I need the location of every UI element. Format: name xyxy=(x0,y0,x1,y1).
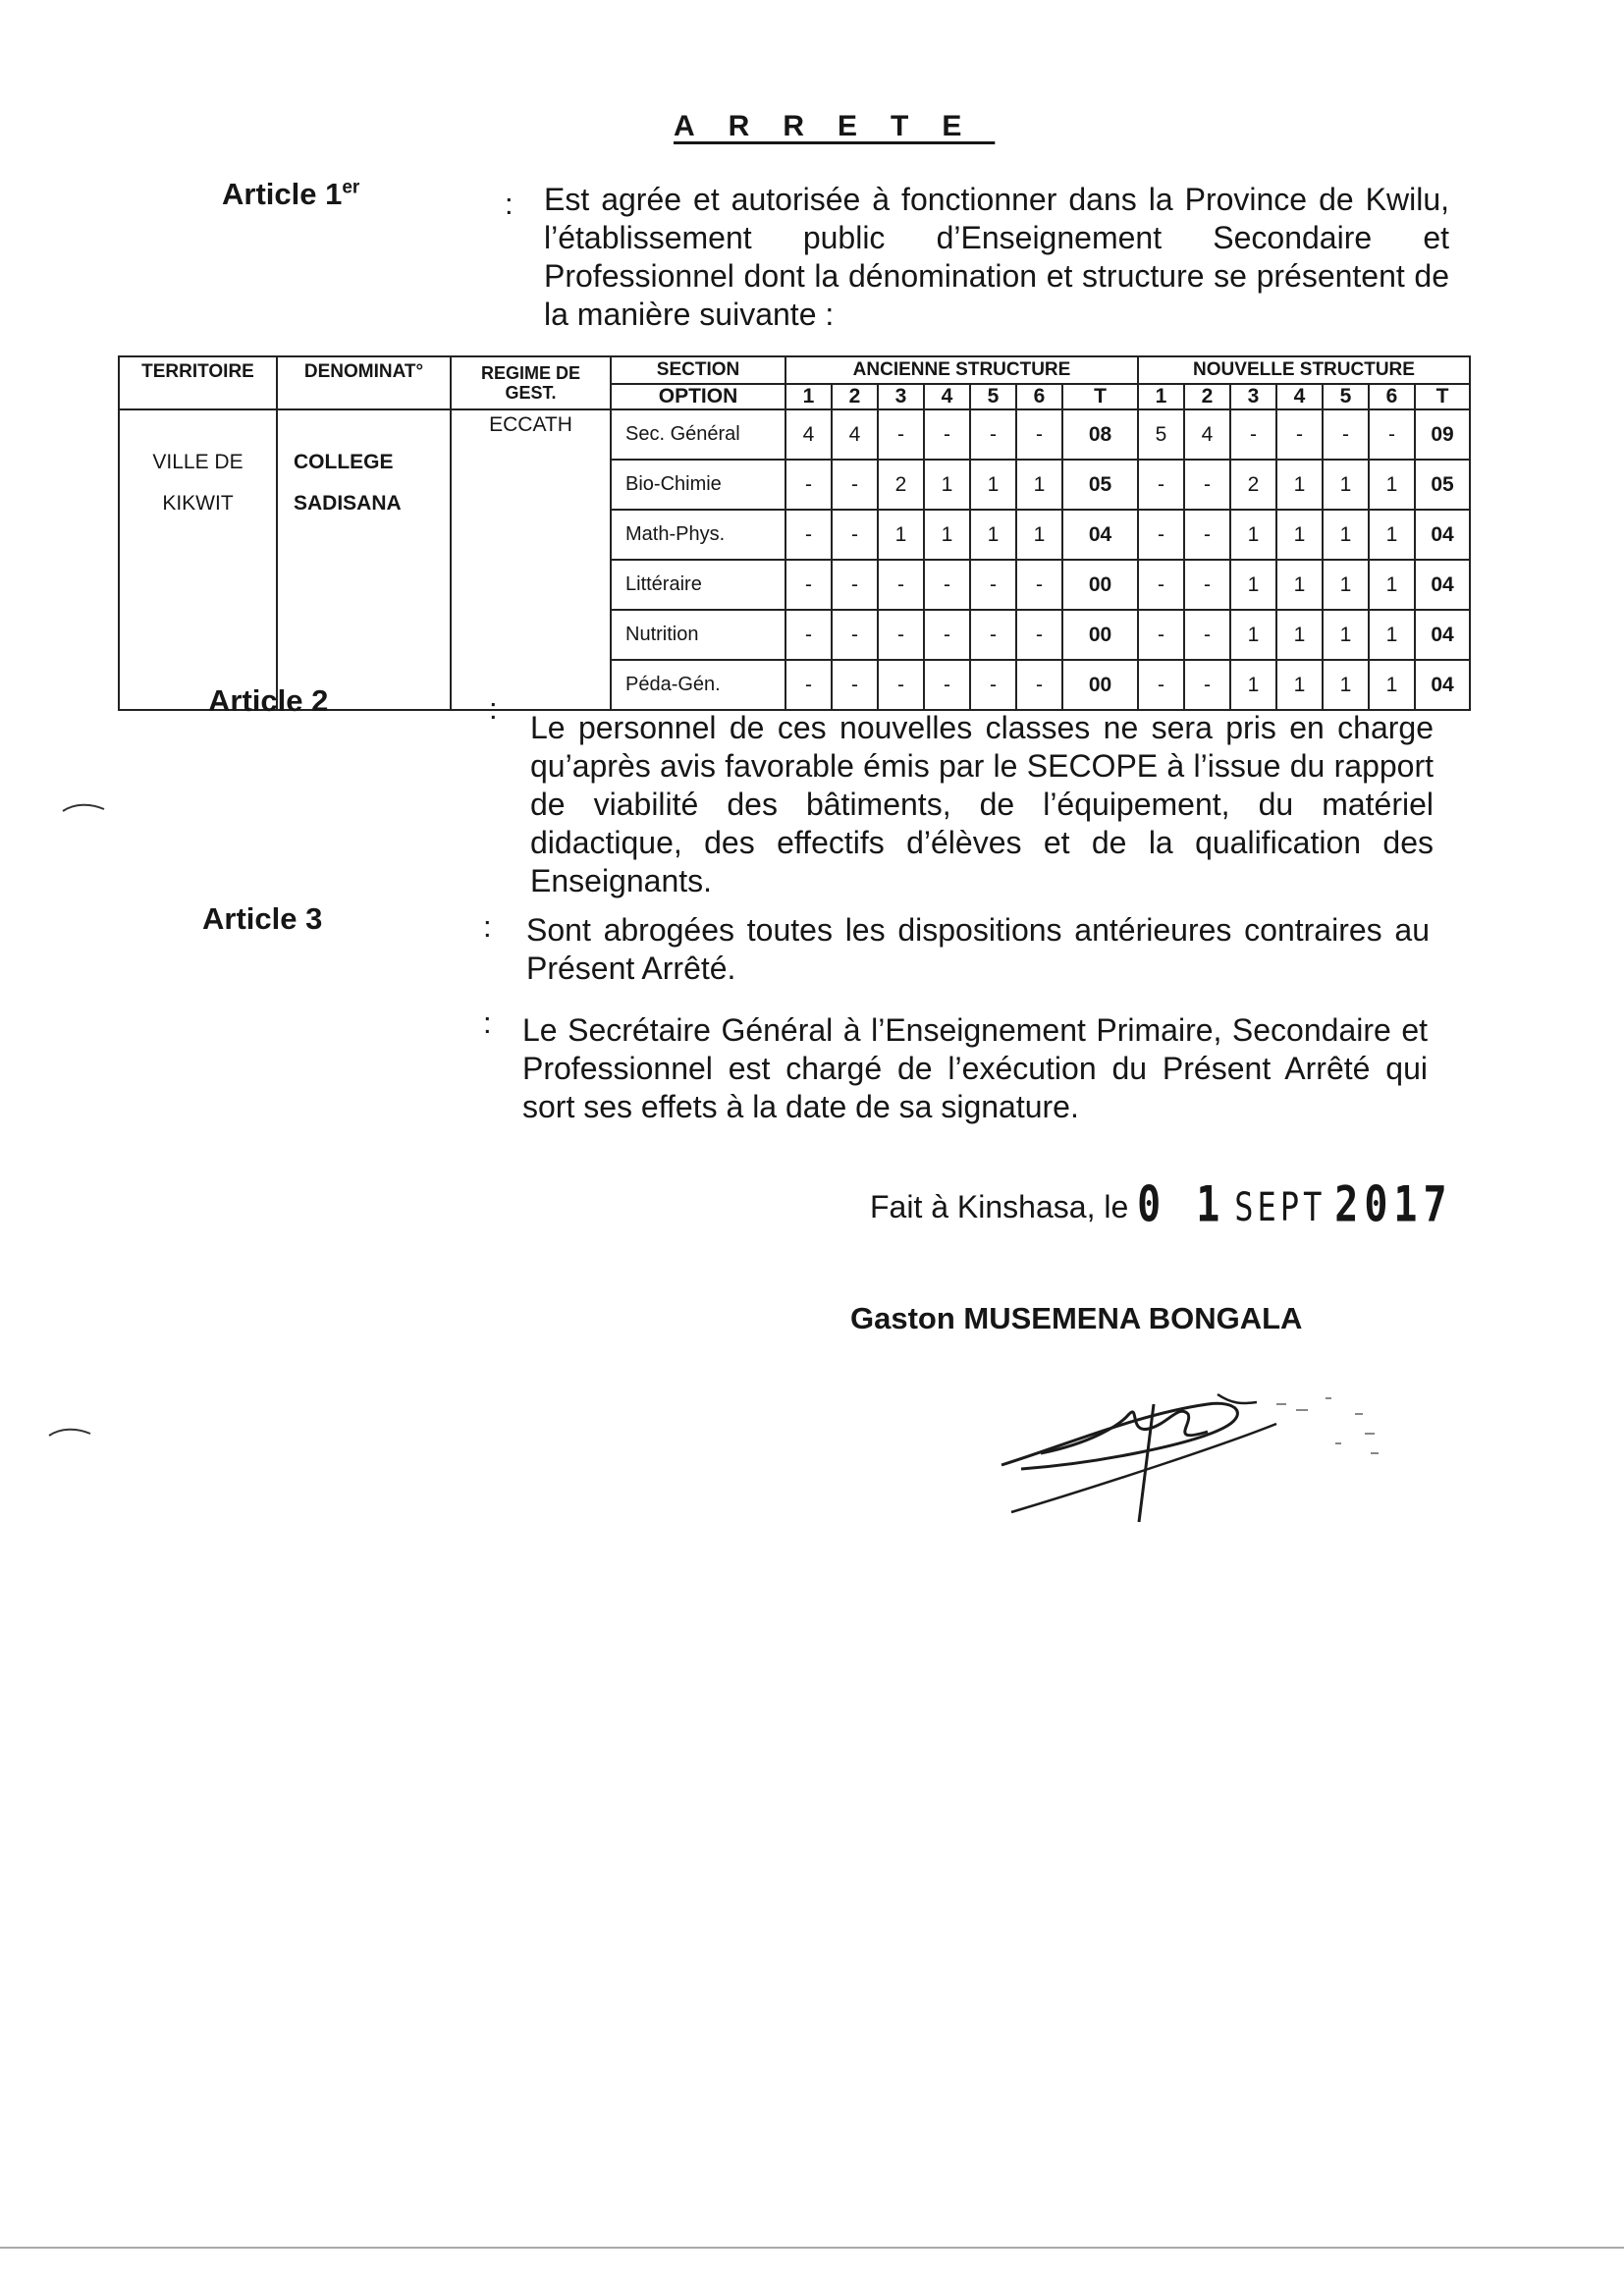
cell-ancienne-value: - xyxy=(832,560,878,610)
cell-ancienne-total: 08 xyxy=(1062,409,1138,460)
article-1-superscript: er xyxy=(342,177,360,198)
handwritten-signature xyxy=(982,1375,1434,1542)
cell-ancienne-value: - xyxy=(924,409,970,460)
cell-nouvelle-value: 1 xyxy=(1323,660,1369,710)
structure-table xyxy=(118,355,1471,711)
date-stamp-day: 0 1 xyxy=(1137,1176,1226,1233)
article-2-label: Article 2 xyxy=(208,683,329,718)
cell-nouvelle-total: 04 xyxy=(1415,660,1470,710)
header-regime-line2: GEST. xyxy=(505,383,557,403)
cell-regime: ECCATH xyxy=(451,409,611,710)
article-2-text: Le personnel de ces nouvelles classes ne sera pris en charge qu’après avis favorable émis par le SECOPE à l’issue du rapport de viabilité des bâtiments, de l’équipement, du matériel didactique, des effectifs d’élèves et de la qualification des Enseignants. xyxy=(530,710,1434,898)
cell-nouvelle-total: 04 xyxy=(1415,510,1470,560)
header-ancienne-col: 6 xyxy=(1016,384,1062,409)
header-ancienne-col: 3 xyxy=(878,384,924,409)
cell-nouvelle-value: 1 xyxy=(1230,660,1276,710)
header-denomination: DENOMINAT° xyxy=(277,356,451,409)
cell-nouvelle-value: 1 xyxy=(1276,610,1323,660)
cell-nouvelle-value: 1 xyxy=(1276,560,1323,610)
cell-option: Littéraire xyxy=(611,560,785,610)
article-4-text: Le Secrétaire Général à l’Enseignement Primaire, Secondaire et Professionnel est chargé de l’exécution du Présent Arrêté qui sort ses effets à la date de sa signature. xyxy=(522,1012,1428,1124)
cell-ancienne-total: 00 xyxy=(1062,610,1138,660)
territoire-line1: VILLE DE xyxy=(152,451,244,473)
header-nouvelle-structure: NOUVELLE STRUCTURE xyxy=(1138,356,1470,384)
header-territoire: TERRITOIRE xyxy=(119,356,277,409)
date-stamp-year: 2017 xyxy=(1334,1176,1453,1233)
date-stamp-month: SEPT xyxy=(1234,1183,1326,1230)
cell-nouvelle-value: 1 xyxy=(1230,610,1276,660)
header-nouvelle-col: 6 xyxy=(1369,384,1415,409)
article-3-text: Sont abrogées toutes les dispositions antérieures contraires au Présent Arrêté. xyxy=(526,912,1430,986)
cell-ancienne-value: 1 xyxy=(970,460,1016,510)
cell-nouvelle-value: 1 xyxy=(1276,510,1323,560)
header-ancienne-structure: ANCIENNE STRUCTURE xyxy=(785,356,1138,384)
header-nouvelle-col: 2 xyxy=(1184,384,1230,409)
cell-ancienne-value: - xyxy=(785,560,832,610)
cell-option: Bio-Chimie xyxy=(611,460,785,510)
cell-nouvelle-total: 04 xyxy=(1415,560,1470,610)
cell-ancienne-value: 1 xyxy=(878,510,924,560)
cell-ancienne-value: - xyxy=(878,610,924,660)
cell-ancienne-value: - xyxy=(1016,409,1062,460)
article-1-text: Est agrée et autorisée à fonctionner dans la Province de Kwilu, l’établissement public d’Enseignement Secondaire et Professionnel dont la dénomination et structure se présentent de la manière suivante : xyxy=(544,182,1449,332)
cell-nouvelle-value: 2 xyxy=(1230,460,1276,510)
table-row xyxy=(119,409,1470,460)
header-nouvelle-col: T xyxy=(1415,384,1470,409)
cell-nouvelle-total: 09 xyxy=(1415,409,1470,460)
cell-ancienne-value: 4 xyxy=(832,409,878,460)
header-ancienne-col: 2 xyxy=(832,384,878,409)
cell-nouvelle-value: - xyxy=(1184,560,1230,610)
cell-nouvelle-value: 1 xyxy=(1323,610,1369,660)
cell-territoire xyxy=(119,409,277,710)
cell-nouvelle-value: 1 xyxy=(1369,510,1415,560)
cell-ancienne-total: 05 xyxy=(1062,460,1138,510)
cell-option: Math-Phys. xyxy=(611,510,785,560)
article-2-colon: : xyxy=(489,691,498,726)
cell-ancienne-value: - xyxy=(1016,610,1062,660)
cell-ancienne-value: - xyxy=(970,560,1016,610)
cell-ancienne-value: - xyxy=(785,510,832,560)
cell-nouvelle-value: - xyxy=(1230,409,1276,460)
cell-ancienne-value: - xyxy=(785,660,832,710)
cell-nouvelle-value: - xyxy=(1138,610,1184,660)
cell-ancienne-value: - xyxy=(832,610,878,660)
cell-nouvelle-value: - xyxy=(1276,409,1323,460)
cell-ancienne-value: 1 xyxy=(1016,510,1062,560)
cell-ancienne-value: 1 xyxy=(970,510,1016,560)
cell-nouvelle-value: - xyxy=(1184,660,1230,710)
margin-mark-2 xyxy=(47,1426,92,1440)
cell-nouvelle-total: 04 xyxy=(1415,610,1470,660)
cell-nouvelle-value: - xyxy=(1323,409,1369,460)
signature-place-date xyxy=(870,1176,1453,1233)
cell-ancienne-value: - xyxy=(924,660,970,710)
cell-nouvelle-value: 1 xyxy=(1276,460,1323,510)
header-ancienne-col: 4 xyxy=(924,384,970,409)
signer-name: Gaston MUSEMENA BONGALA xyxy=(850,1301,1303,1335)
cell-nouvelle-value: - xyxy=(1138,510,1184,560)
cell-nouvelle-value: 4 xyxy=(1184,409,1230,460)
cell-nouvelle-value: 1 xyxy=(1369,610,1415,660)
cell-nouvelle-value: 1 xyxy=(1323,560,1369,610)
cell-ancienne-value: - xyxy=(878,409,924,460)
table-header-row xyxy=(119,356,1470,384)
denomination-line2: SADISANA xyxy=(294,492,402,515)
margin-mark-1 xyxy=(61,801,106,815)
header-section: SECTION xyxy=(611,356,785,384)
cell-ancienne-value: 2 xyxy=(878,460,924,510)
header-nouvelle-col: 4 xyxy=(1276,384,1323,409)
header-ancienne-col: 5 xyxy=(970,384,1016,409)
cell-nouvelle-value: - xyxy=(1184,510,1230,560)
article-4-colon: : xyxy=(483,1006,492,1040)
cell-ancienne-value: - xyxy=(785,460,832,510)
cell-nouvelle-value: 1 xyxy=(1369,560,1415,610)
cell-ancienne-value: 1 xyxy=(924,510,970,560)
cell-ancienne-value: - xyxy=(970,610,1016,660)
document-title: ARRETE xyxy=(674,110,996,142)
cell-ancienne-total: 00 xyxy=(1062,560,1138,610)
cell-nouvelle-value: - xyxy=(1138,460,1184,510)
cell-ancienne-value: - xyxy=(970,409,1016,460)
cell-nouvelle-total: 05 xyxy=(1415,460,1470,510)
cell-nouvelle-value: 1 xyxy=(1323,510,1369,560)
territoire-line2: KIKWIT xyxy=(162,492,234,515)
header-nouvelle-col: 5 xyxy=(1323,384,1369,409)
signature-place-prefix: Fait à Kinshasa, le xyxy=(870,1189,1129,1224)
cell-ancienne-value: - xyxy=(878,660,924,710)
cell-nouvelle-value: - xyxy=(1138,660,1184,710)
cell-nouvelle-value: - xyxy=(1184,460,1230,510)
article-1-label: Article 1er xyxy=(222,177,360,211)
cell-ancienne-value: - xyxy=(832,510,878,560)
cell-ancienne-value: - xyxy=(878,560,924,610)
cell-option: Nutrition xyxy=(611,610,785,660)
cell-nouvelle-value: 1 xyxy=(1369,460,1415,510)
denomination-line1: COLLEGE xyxy=(294,451,394,473)
cell-ancienne-value: - xyxy=(970,660,1016,710)
cell-nouvelle-value: 1 xyxy=(1323,460,1369,510)
cell-option: Péda-Gén. xyxy=(611,660,785,710)
header-ancienne-col: 1 xyxy=(785,384,832,409)
header-option: OPTION xyxy=(611,384,785,409)
cell-nouvelle-value: 1 xyxy=(1230,560,1276,610)
header-nouvelle-col: 1 xyxy=(1138,384,1184,409)
bottom-edge-line xyxy=(0,2245,1624,2251)
header-regime xyxy=(451,356,611,409)
cell-option: Sec. Général xyxy=(611,409,785,460)
header-ancienne-col: T xyxy=(1062,384,1138,409)
cell-nouvelle-value: 1 xyxy=(1230,510,1276,560)
cell-ancienne-value: - xyxy=(785,610,832,660)
cell-ancienne-value: 1 xyxy=(924,460,970,510)
cell-ancienne-value: - xyxy=(924,610,970,660)
cell-denomination xyxy=(277,409,451,710)
cell-ancienne-value: - xyxy=(832,660,878,710)
cell-nouvelle-value: - xyxy=(1138,560,1184,610)
cell-nouvelle-value: 5 xyxy=(1138,409,1184,460)
article-1-colon: : xyxy=(505,187,514,221)
cell-ancienne-value: - xyxy=(924,560,970,610)
cell-ancienne-total: 00 xyxy=(1062,660,1138,710)
cell-nouvelle-value: - xyxy=(1184,610,1230,660)
cell-ancienne-value: - xyxy=(1016,660,1062,710)
article-3-colon: : xyxy=(483,909,492,944)
cell-nouvelle-value: 1 xyxy=(1369,660,1415,710)
cell-nouvelle-value: - xyxy=(1369,409,1415,460)
header-regime-line1: REGIME DE xyxy=(480,363,580,383)
cell-ancienne-value: 1 xyxy=(1016,460,1062,510)
cell-nouvelle-value: 1 xyxy=(1276,660,1323,710)
header-nouvelle-col: 3 xyxy=(1230,384,1276,409)
structure-table-body xyxy=(119,356,1470,710)
cell-ancienne-value: - xyxy=(832,460,878,510)
cell-ancienne-total: 04 xyxy=(1062,510,1138,560)
cell-ancienne-value: 4 xyxy=(785,409,832,460)
cell-ancienne-value: - xyxy=(1016,560,1062,610)
article-3-label: Article 3 xyxy=(202,901,323,936)
